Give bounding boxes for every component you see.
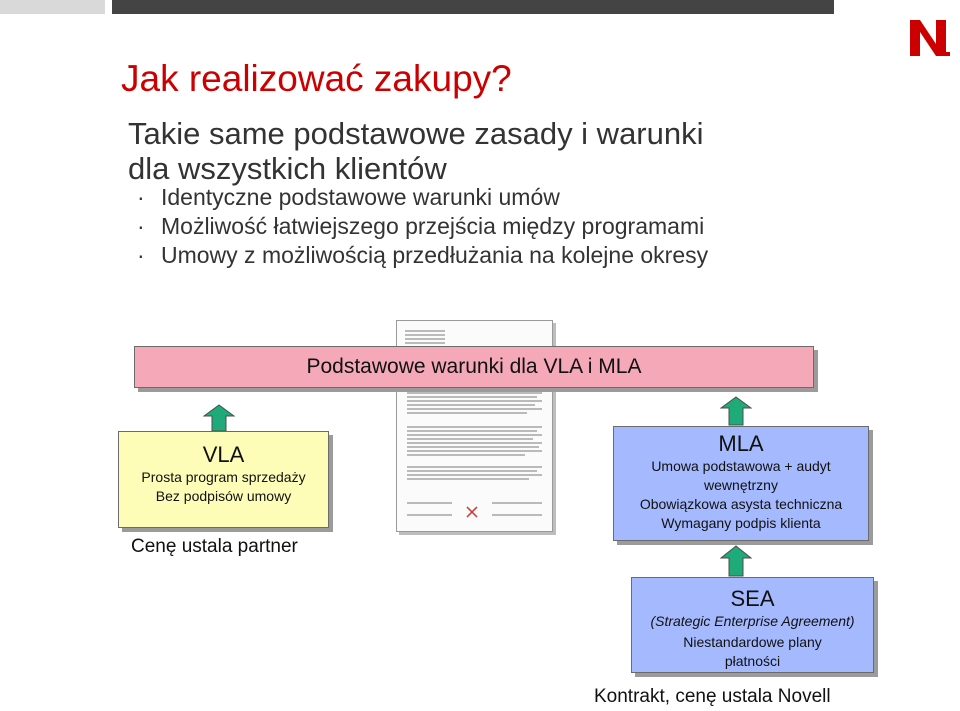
bullet-item	[137, 241, 708, 270]
bullet-marker: ·	[137, 184, 145, 210]
slide-title: Jak realizować zakupy?	[121, 58, 512, 99]
mla-title: MLA	[718, 431, 764, 456]
subtitle-line-2: dla wszystkich klientów	[128, 151, 447, 186]
bullet-item	[137, 212, 708, 241]
vla-line: Prosta program sprzedaży	[141, 469, 306, 485]
banner-label: Podstawowe warunki dla VLA i MLA	[306, 355, 642, 378]
top-bar-light	[0, 0, 105, 14]
up-arrow-icon	[203, 404, 235, 432]
mla-line: Obowiązkowa asysta techniczna	[639, 496, 843, 512]
bullet-marker: ·	[137, 242, 145, 268]
slide-subtitle	[128, 116, 704, 186]
mla-line: Wymagany podpis klienta	[661, 515, 821, 531]
vla-box	[118, 431, 329, 528]
mla-line: Umowa podstawowa + audyt	[651, 458, 831, 474]
bullet-marker: ·	[137, 213, 145, 239]
bullet-item	[137, 183, 708, 212]
bullet-list	[137, 183, 708, 270]
novell-logo-icon	[908, 16, 950, 60]
bullet-text: Umowy z możliwością przedłużania na kolejne okresy	[161, 242, 709, 268]
signature-x-icon	[467, 507, 477, 517]
sea-box	[631, 577, 874, 673]
sea-note: Kontrakt, cenę ustala Novell	[594, 686, 831, 707]
sea-line: płatności	[724, 653, 781, 669]
sea-line: (Strategic Enterprise Agreement)	[650, 613, 855, 629]
mla-box	[613, 426, 869, 541]
subtitle-line-1: Takie same podstawowe zasady i warunki	[128, 116, 704, 151]
top-bar-dark	[112, 0, 834, 14]
basic-terms-banner	[134, 346, 814, 388]
mla-line: wewnętrzny	[704, 477, 778, 493]
sea-title: SEA	[730, 586, 775, 611]
bullet-text: Identyczne podstawowe warunki umów	[161, 184, 560, 210]
bullet-text: Możliwość łatwiejszego przejścia między programami	[161, 213, 705, 239]
sea-line: Niestandardowe plany	[683, 634, 822, 650]
up-arrow-icon	[720, 396, 752, 426]
up-arrow-icon	[720, 545, 752, 577]
vla-note: Cenę ustala partner	[131, 536, 298, 557]
vla-title: VLA	[202, 442, 245, 467]
vla-line: Bez podpisów umowy	[155, 488, 292, 504]
